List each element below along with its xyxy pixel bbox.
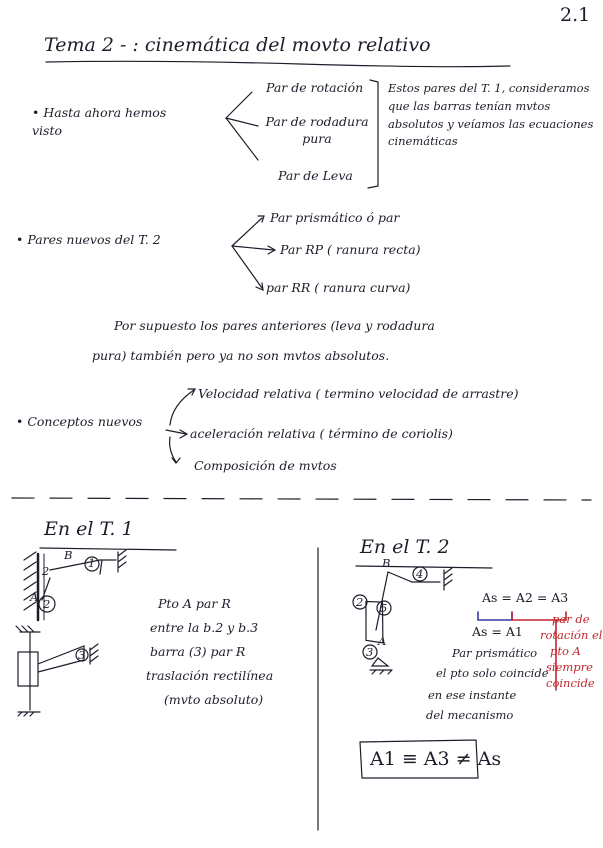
right-panel-text: en ese instante bbox=[428, 688, 517, 702]
diagram-label: 2 bbox=[42, 564, 50, 578]
diagram-label: 1 bbox=[88, 556, 96, 570]
pair-item: Par de rodadura pura bbox=[265, 114, 369, 146]
red-note: siempre bbox=[546, 660, 593, 674]
concept-item: Composición de mvtos bbox=[194, 458, 337, 473]
brace-line bbox=[226, 92, 252, 118]
red-note: rotación el bbox=[540, 628, 603, 642]
right-panel-text: del mecanismo bbox=[426, 708, 514, 722]
title-underline bbox=[46, 61, 510, 66]
boxed-equation: A1 ≡ A3 ≠ As bbox=[370, 748, 502, 770]
left-panel-text: entre la b.2 y b.3 bbox=[150, 620, 259, 635]
left-panel-text: Pto A par R bbox=[158, 596, 231, 611]
diagram-label: 3 bbox=[78, 648, 86, 662]
left-panel-heading: En el T. 1 bbox=[44, 518, 134, 540]
left-panel-text: (mvto absoluto) bbox=[164, 692, 264, 707]
right-panel-heading: En el T. 2 bbox=[360, 536, 450, 558]
right-panel-text: el pto solo coincide bbox=[436, 666, 549, 680]
red-note: coincide bbox=[546, 676, 595, 690]
page-title: Tema 2 - : cinemática del movto relativo bbox=[44, 34, 431, 56]
right-panel-text: Par prismático bbox=[452, 646, 538, 660]
section1-note: Estos pares del T. 1, consideramos que las barras tenían mvtos absolutos y veíamos las ecuaciones cinemáticas bbox=[388, 81, 594, 149]
section2-note: pura) también pero ya no son mvtos absolutos. bbox=[92, 348, 390, 363]
heading-underline bbox=[40, 548, 176, 550]
arrow-line bbox=[232, 218, 262, 246]
diagram-label: 3 bbox=[366, 645, 374, 659]
blue-bracket-mark bbox=[478, 612, 512, 620]
diagram-label: 5 bbox=[380, 601, 388, 615]
section1-lead: • Hasta ahora hemos visto bbox=[32, 105, 167, 139]
diagram-label: 2 bbox=[43, 597, 51, 611]
pair-item: Par RP ( ranura recta) bbox=[280, 242, 421, 257]
diagram-label: A bbox=[30, 590, 39, 604]
concept-item: Velocidad relativa ( termino velocidad de arrastre) bbox=[198, 386, 519, 401]
diagram-label: B bbox=[382, 556, 391, 570]
diagram-label: B bbox=[64, 548, 73, 562]
red-note: par de bbox=[552, 612, 590, 626]
left-panel-text: traslación rectilínea bbox=[146, 668, 274, 683]
pair-item: Par prismático ó par bbox=[270, 210, 400, 225]
diagram-label: 2 bbox=[356, 595, 364, 609]
equation: As = A2 = A3 bbox=[482, 590, 569, 605]
right-panel-text: As = A1 bbox=[472, 624, 523, 639]
pair-item: Par de rotación bbox=[266, 80, 364, 95]
left-panel-text: barra (3) par R bbox=[150, 644, 246, 659]
diagram-label: A bbox=[378, 634, 387, 648]
dashed-divider bbox=[12, 498, 591, 500]
diagram-label: 4 bbox=[416, 567, 424, 581]
arrow-line bbox=[232, 246, 274, 250]
page-number: 2.1 bbox=[560, 4, 591, 26]
concept-item: aceleración relativa ( término de coriolis) bbox=[190, 426, 453, 441]
arrow-line bbox=[232, 246, 262, 288]
section2-lead: • Pares nuevos del T. 2 bbox=[16, 232, 161, 247]
section3-lead: • Conceptos nuevos bbox=[16, 414, 143, 429]
arrow-line bbox=[170, 390, 194, 425]
pair-item: Par de Leva bbox=[278, 168, 353, 183]
red-note: pto A bbox=[550, 644, 581, 658]
section2-note: Por supuesto los pares anteriores (leva y rodadura bbox=[114, 318, 435, 333]
pair-item: par RR ( ranura curva) bbox=[266, 280, 411, 295]
